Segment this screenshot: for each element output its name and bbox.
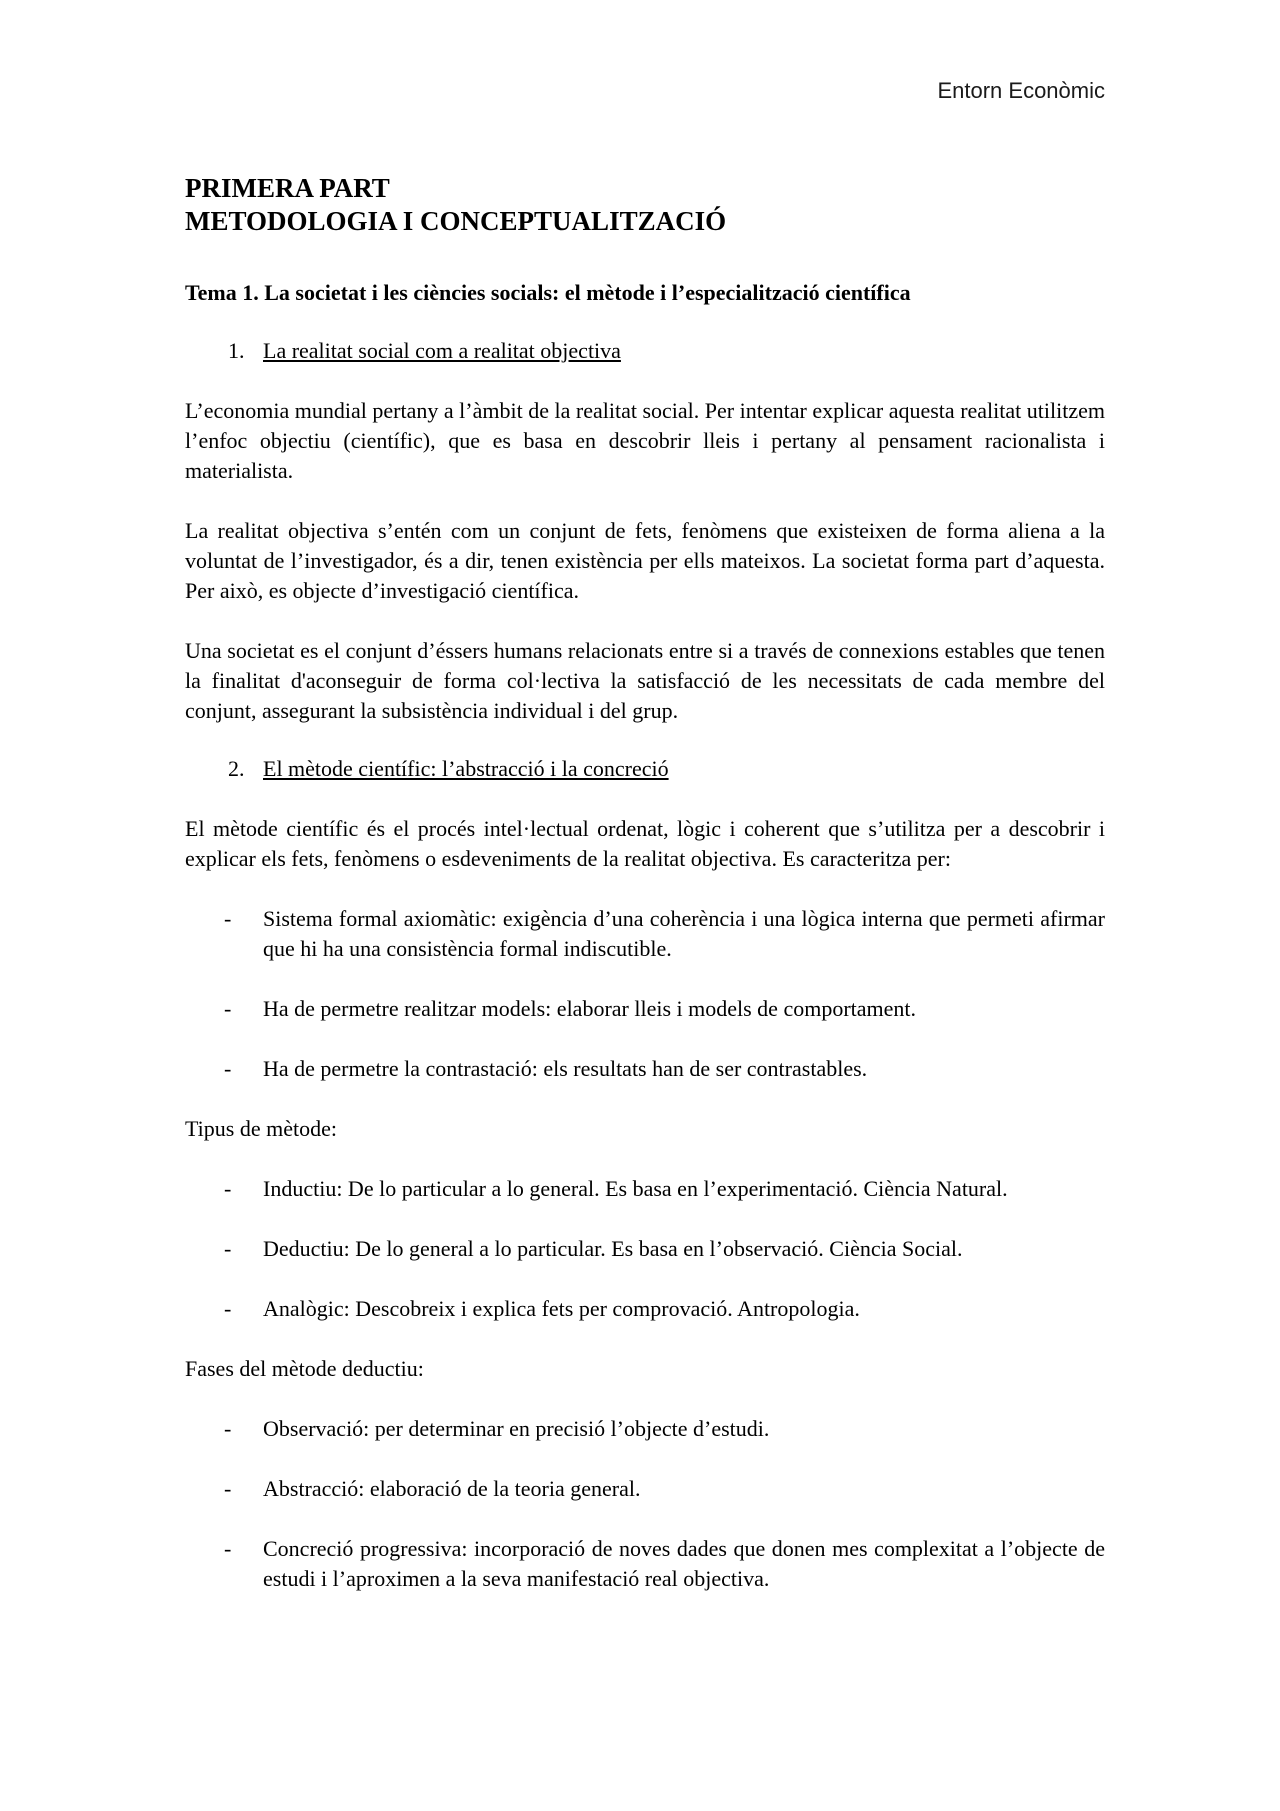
- tema-title: Tema 1. La societat i les ciències socials: el mètode i l’especialització científica: [185, 280, 911, 305]
- characteristics-list: [185, 904, 1105, 1084]
- dash-bullet: -: [224, 996, 232, 1021]
- list-item: [185, 904, 1105, 964]
- paragraph: La realitat objectiva s’entén com un conjunt de fets, fenòmens que existeixen de forma aliena a la voluntat de l’investigador, és a dir, tenen existència per ells mateixos. La societat forma part d’aquesta. Per això, es objecte d’investigació científica.: [185, 518, 1105, 603]
- section-number: 1.: [228, 338, 245, 363]
- list-item-text: Ha de permetre realitzar models: elaborar lleis i models de comportament.: [263, 996, 917, 1021]
- section-heading-1: [185, 336, 1105, 366]
- paragraph: Una societat es el conjunt d’éssers humans relacionats entre si a través de connexions estables que tenen la finalitat d'aconseguir de forma col·lectiva la satisfacció de les necessitats de cada membre del conjunt, assegurant la subsistència individual i del grup.: [185, 638, 1105, 723]
- list-item: [185, 1414, 1105, 1444]
- list-item: [185, 1294, 1105, 1324]
- list-item: [185, 994, 1105, 1024]
- list-item-text: Observació: per determinar en precisió l’objecte d’estudi.: [263, 1416, 770, 1441]
- dash-bullet: -: [224, 906, 232, 931]
- list-item: [185, 1174, 1105, 1204]
- running-header: Entorn Econòmic: [937, 78, 1105, 103]
- section-heading-2: [185, 754, 1105, 784]
- list-item: [185, 1234, 1105, 1264]
- section-number: 2.: [228, 756, 245, 781]
- list-item-text: Sistema formal axiomàtic: exigència d’una coherència i una lògica interna que permeti afirmar que hi ha una consistència formal indiscutible.: [263, 906, 1105, 961]
- dash-bullet: -: [224, 1416, 232, 1441]
- dash-bullet: -: [224, 1476, 232, 1501]
- phases-label: Fases del mètode deductiu:: [185, 1356, 424, 1381]
- method-types-list: [185, 1174, 1105, 1324]
- dash-bullet: -: [224, 1176, 232, 1201]
- list-item-text: Ha de permetre la contrastació: els resultats han de ser contrastables.: [263, 1056, 868, 1081]
- list-item: [185, 1054, 1105, 1084]
- document-body: [185, 172, 1105, 1594]
- paragraph: L’economia mundial pertany a l’àmbit de la realitat social. Per intentar explicar aquesta realitat utilitzem l’enfoc objectiu (científic), que es basa en descobrir lleis i pertany al pensament racionalista i materialista.: [185, 398, 1105, 483]
- dash-bullet: -: [224, 1536, 232, 1561]
- paragraph: El mètode científic és el procés intel·lectual ordenat, lògic i coherent que s’utilitza per a descobrir i explicar els fets, fenòmens o esdeveniments de la realitat objectiva. Es caracteritza per:: [185, 816, 1105, 871]
- list-item: [185, 1534, 1105, 1594]
- section-title: El mètode científic: l’abstracció i la concreció: [263, 756, 669, 781]
- list-item-text: Deductiu: De lo general a lo particular. Es basa en l’observació. Ciència Social.: [263, 1236, 963, 1261]
- part-title: [185, 172, 1105, 238]
- list-item-text: Inductiu: De lo particular a lo general. Es basa en l’experimentació. Ciència Natural.: [263, 1176, 1008, 1201]
- list-item-text: Analògic: Descobreix i explica fets per comprovació. Antropologia.: [263, 1296, 860, 1321]
- list-item-text: Abstracció: elaboració de la teoria general.: [263, 1476, 641, 1501]
- dash-bullet: -: [224, 1296, 232, 1321]
- part-title-line-2: METODOLOGIA I CONCEPTUALITZACIÓ: [185, 206, 727, 236]
- dash-bullet: -: [224, 1236, 232, 1261]
- part-title-line-1: PRIMERA PART: [185, 173, 390, 203]
- list-item: [185, 1474, 1105, 1504]
- list-item-text: Concreció progressiva: incorporació de noves dades que donen mes complexitat a l’objecte de estudi i l’aproximen a la seva manifestació real objectiva.: [263, 1536, 1105, 1591]
- types-label: Tipus de mètode:: [185, 1116, 337, 1141]
- section-title: La realitat social com a realitat objectiva: [263, 338, 621, 363]
- deductive-phases-list: [185, 1414, 1105, 1594]
- dash-bullet: -: [224, 1056, 232, 1081]
